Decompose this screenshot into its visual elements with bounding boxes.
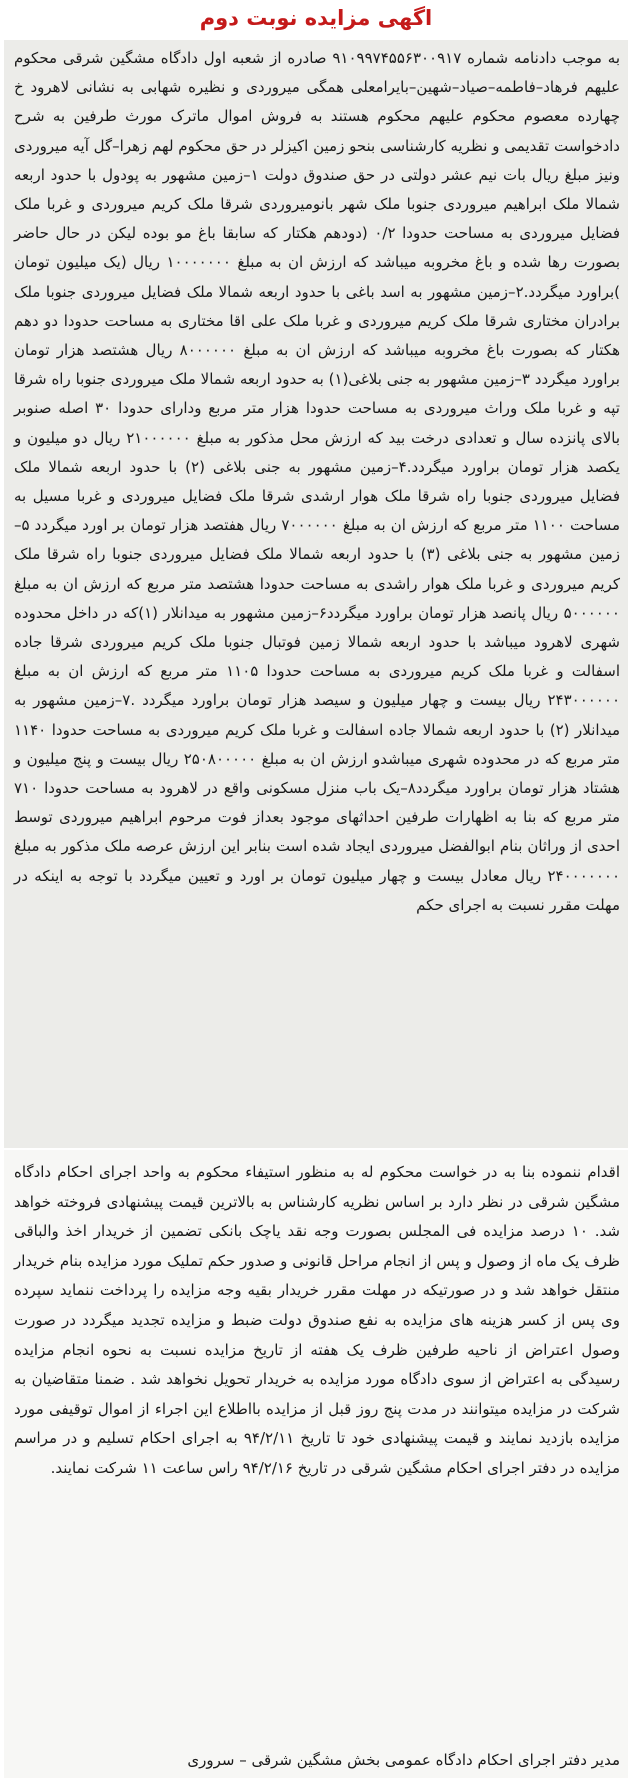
- notice-paragraph-1: به موجب دادنامه شماره ۹۱۰۹۹۷۴۵۵۶۳۰۰۹۱۷ صادره از شعبه اول دادگاه مشگین شرقی محکوم علیهم فرهاد–فاطمه–صیاد–شهین–بایرامعلی همگی میروردی و نظیره شهابی به نشانی لاهرود خ چهارده معصوم محکوم علیهم محکوم هستند به فروش اموال ماترک مورث طرفین به شرح دادخواست تقدیمی و نظریه کارشناسی بنحو زمین اکیزلر در حق محکوم لهم زهرا–گل آیه میروردی ونیز مبلغ ریال بات نیم عشر دولتی در حق صندوق دولت ۱–زمین مشهور به پودول با حدود اربعه شمالا ملک ابراهیم میروردی جنوبا ملک شهر بانومیروردی شرقا ملک کریم میروردی و غربا ملک فضایل میروردی به مساحت حدودا ۰/۲ (دودهم هکتار که سابقا باغ مو بوده لیکن در حال حاضر بصورت رها شده و باغ مخروبه میباشد که ارزش ان به مبلغ ۱۰۰۰۰۰۰۰ ریال (یک میلیون تومان )براورد میگردد.۲–زمین مشهور به اسد باغی با حدود اربعه شمالا ملک فضایل میروردی جنوبا ملک برادران مختاری شرقا ملک کریم میروردی و غربا ملک علی اقا مختاری به مساحت حدودا دو دهم هکتار که بصورت باغ مخروبه میباشد که ارزش ان به مبلغ ۸۰۰۰۰۰۰ ریال هشتصد هزار تومان براورد میگردد ۳–زمین مشهور به جنی بلاغی(۱) به حدود اربعه شمالا ملک میروردی جنوبا راه شرقا تپه و غربا ملک وراث میروردی به مساحت حدودا هزار متر مربع ودارای حدودا ۳۰ اصله صنوبر بالای پانزده سال و تعدادی درخت بید که ارزش محل مذکور به مبلغ ۲۱۰۰۰۰۰۰ ریال دو میلیون و یکصد هزار تومان براورد میگردد.۴–زمین مشهور به جنی بلاغی (۲) با حدود اربعه شمالا ملک فضایل میروردی جنوبا راه شرقا ملک هوار ارشدی شرقا ملک فضایل میروردی و غربا مسیل به مساحت ۱۱۰۰ متر مربع که ارزش ان به مبلغ ۷۰۰۰۰۰۰ ریال هفتصد هزار تومان بر اورد میگردد ۵–زمین مشهور به جنی بلاغی (۳) با حدود اربعه شمالا ملک فضایل میروردی جنوبا راه شرقا ملک کریم میروردی و غربا ملک هوار راشدی به مساحت حدودا هشتصد متر مربع که ارزش ان به مبلغ ۵۰۰۰۰۰۰ ریال پانصد هزار تومان براورد میگردد۶–زمین مشهور به میدانلار (۱)که در داخل محدوده شهری لاهرود میباشد با حدود اربعه شمالا زمین فوتبال جنوبا ملک کریم میروردی شرقا جاده اسفالت و غربا ملک کریم میروردی به مساحت حدودا ۱۱۰۵ متر مربع که ارزش ان به مبلغ ۲۴۳۰۰۰۰۰۰ ریال بیست و چهار میلیون و سیصد هزار تومان براورد میگردد .۷–زمین مشهور به میدانلار (۲) با حدود اربعه شمالا جاده اسفالت و غربا ملک کریم میروردی به مساحت حدودا ۱۱۴۰ متر مربع که در محدوده شهری میباشدو ارزش ان به مبلغ ۲۵۰۸۰۰۰۰۰ ریال بیست و پنج میلیون و هشتاد هزار تومان براورد میگردد۸–یک باب منزل مسکونی واقع در لاهرود به مساحت حدودا ۷۱۰ متر مربع که بنا به اظهارات طرفین احداثهای موجود بعداز فوت مرحوم ابراهیم میروردی توسط احدی از وراثان بنام ابوالفضل میروردی ایجاد شده است بنابر این ارزش عرصه ملک مذکور به مبلغ ۲۴۰۰۰۰۰۰۰ ریال معادل بیست و چهار میلیون تومان بر اورد و تعیین میگردد با توجه به اینکه در مهلت مقرر نسبت به اجرای حکم: [14, 49, 621, 914]
- notice-signature: مدیر دفتر اجرای احکام دادگاه عمومی بخش مشگین شرقی – سروری: [187, 1751, 620, 1769]
- notice-title: اگهی مزایده نوبت دوم: [199, 6, 433, 30]
- notice-paragraph-2: اقدام ننموده بنا به در خواست محکوم له به منظور استیفاء محکوم به واحد اجرای احکام دادگاه مشگین شرقی در نظر دارد بر اساس نظریه کارشناس به بالاترین قیمت پیشنهادی فروخته خواهد شد. ۱۰ درصد مزایده فی المجلس بصورت وجه نقد یاچک بانکی تضمین از خریدار اخذ والباقی ظرف یک ماه از وصول و پس از انجام مراحل قانونی و صدور حکم تملیک مورد مزایده بنام خریدار منتقل خواهد شد و در صورتیکه در مهلت مقرر خریدار بقیه وجه مزایده را پرداخت ننماید سپرده وی پس از کسر هزینه های مزایده به نفع صندوق دولت ضبط و مزایده تجدید میگردد در صورت وصول اعتراض از ناحیه طرفین ظرف یک هفته از تاریخ مزایده نسبت به نحوه انجام مزایده رسیدگی به اعتراض از سوی دادگاه مورد مزایده به خریدار تحویل نخواهد شد . ضمنا متقاضیان به شرکت در مزایده میتوانند در مدت پنج روز قبل از مزایده بااطلاع این اجراء از اموال توقیفی مورد مزایده بازدید نمایند و قیمت پیشنهادی خود تا تاریخ ۹۴/۲/۱۱ به اجرای احکام تسلیم و در مراسم مزایده در دفتر اجرای احکام مشگین شرقی در تاریخ ۹۴/۲/۱۶ راس ساعت ۱۱ شرکت نمایند.: [14, 1163, 621, 1477]
- title-band: [0, 0, 632, 40]
